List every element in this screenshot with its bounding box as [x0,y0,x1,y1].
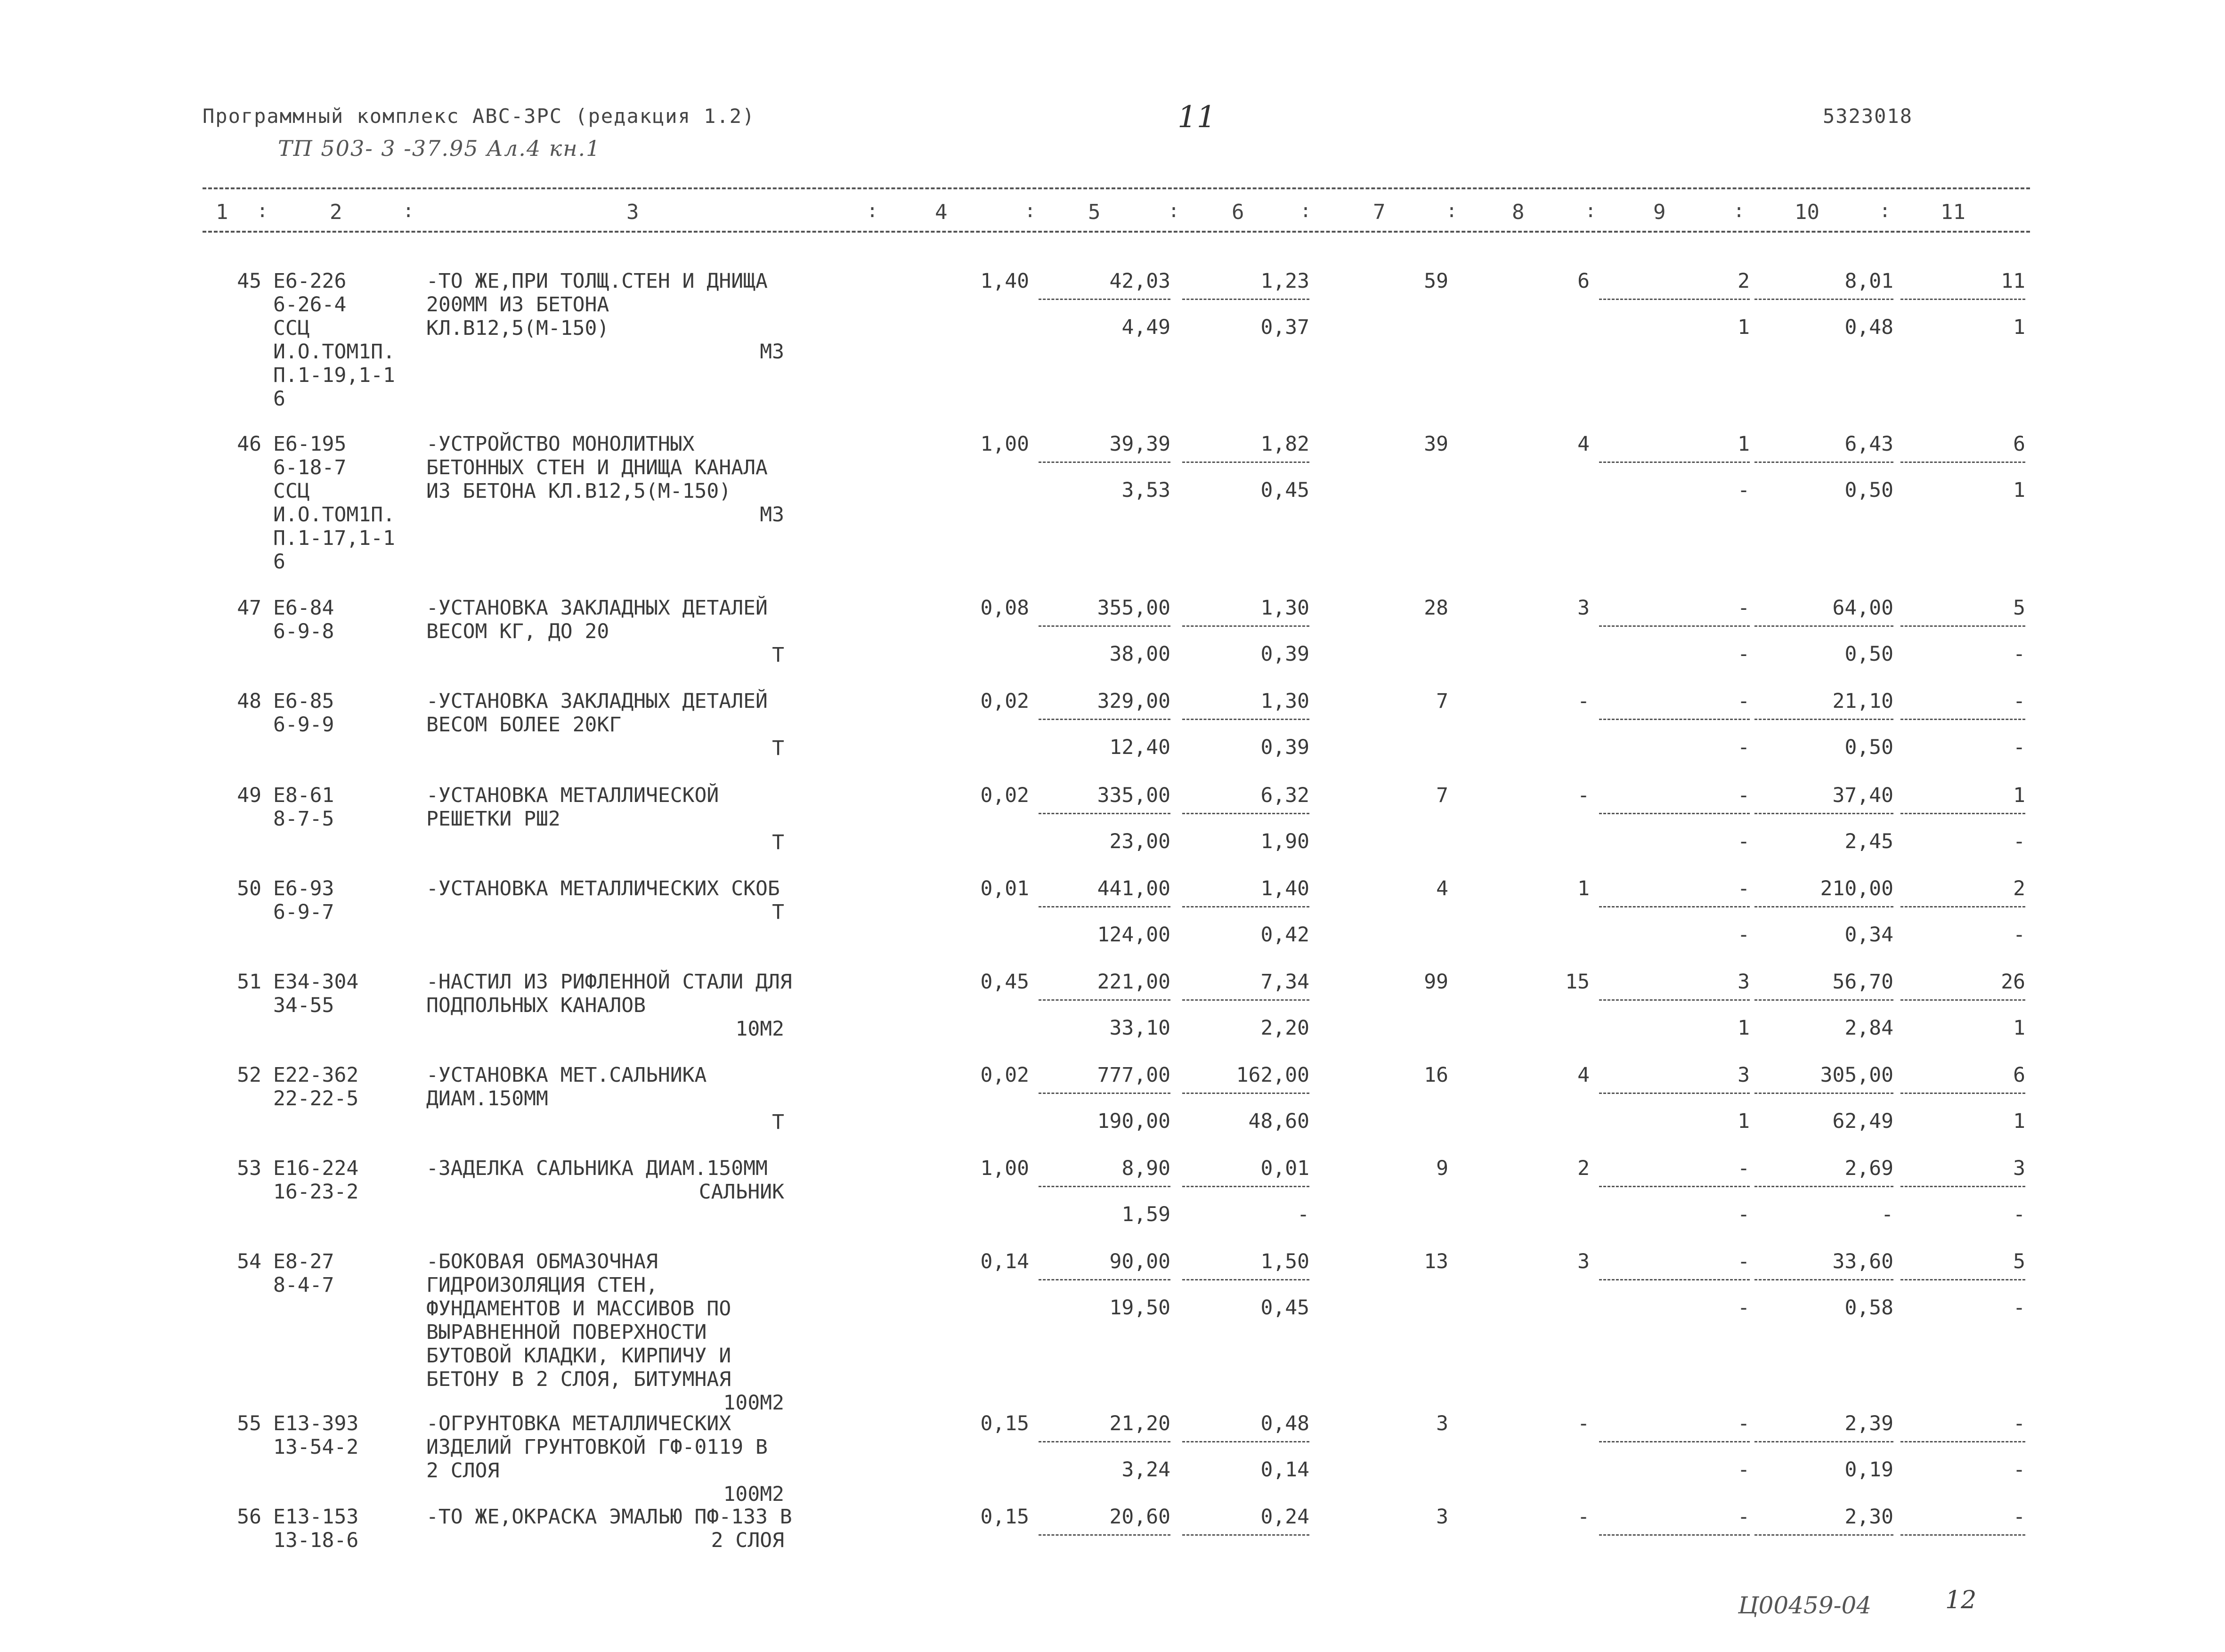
total-cost: 39 [1424,432,1448,456]
unit-cost-operator-wages: 0,39 [1260,736,1309,759]
unit-of-measure: Т [772,643,784,667]
labor-operator-total: - [2013,830,2025,853]
rate-code: Е8-27 8-4-7 [273,1250,334,1297]
rate-code: Е6-85 6-9-9 [273,689,334,737]
col-header-10: 10 [1795,200,1819,224]
fraction-divider [1599,999,1750,1001]
unit-cost-machines: 1,30 [1260,689,1309,713]
unit-cost-wages: 12,40 [1109,736,1170,759]
fraction-divider [1754,462,1893,463]
unit-of-measure: МЗ [760,340,784,364]
work-description: -ОГРУНТОВКА МЕТАЛЛИЧЕСКИХ ИЗДЕЛИЙ ГРУНТОВКОЙ ГФ-0119 В 2 СЛОЯ [426,1412,768,1482]
col-separator: : [1300,200,1312,222]
total-cost: 16 [1424,1063,1448,1087]
labor-operator-unit: 0,34 [1844,923,1893,947]
row-number: 50 [237,877,261,900]
fraction-divider [1754,1186,1893,1187]
fraction-divider [1039,625,1170,627]
col-separator: : [1733,200,1745,222]
fraction-divider [1039,462,1170,463]
fraction-divider [1754,1534,1893,1536]
labor-operator-unit: 0,58 [1844,1296,1893,1320]
fraction-divider [1182,906,1309,907]
quantity: 0,14 [980,1250,1029,1273]
unit-cost-total: 39,39 [1109,432,1170,456]
col-separator: : [867,200,878,222]
fraction-divider [1900,813,2025,814]
total-wages: 6 [1577,269,1590,293]
labor-unit: 210,00 [1820,877,1893,900]
rate-code: Е6-93 6-9-7 [273,877,334,924]
unit-cost-machines: 1,50 [1260,1250,1309,1273]
work-description: -УСТАНОВКА ЗАКЛАДНЫХ ДЕТАЛЕЙ ВЕСОМ БОЛЕЕ 20КГ [426,689,768,737]
total-machines: 2 [1738,269,1750,293]
col-header-1: 1 [216,200,228,224]
col-header-8: 8 [1512,200,1525,224]
col-separator: : [1446,200,1458,222]
work-description: -НАСТИЛ ИЗ РИФЛЕННОЙ СТАЛИ ДЛЯ ПОДПОЛЬНЫХ КАНАЛОВ [426,970,792,1017]
unit-cost-wages: 124,00 [1097,923,1170,947]
unit-cost-operator-wages: 48,60 [1248,1109,1309,1133]
fraction-divider [1599,1093,1750,1094]
total-operator-wages: - [1738,923,1750,947]
fraction-divider [1754,1279,1893,1280]
fraction-divider [1599,906,1750,907]
unit-cost-operator-wages: 0,42 [1260,923,1309,947]
row-number: 52 [237,1063,261,1087]
total-cost: 99 [1424,970,1448,994]
unit-of-measure: Т [772,1110,784,1134]
col-header-7: 7 [1373,200,1386,224]
unit-cost-total: 355,00 [1097,596,1170,620]
fraction-divider [1900,299,2025,300]
unit-cost-operator-wages: 0,39 [1260,642,1309,666]
total-wages: 1 [1577,877,1590,900]
unit-of-measure: 100М2 [723,1482,784,1506]
quantity: 0,02 [980,689,1029,713]
unit-of-measure: Т [772,900,784,924]
fraction-divider [1754,1441,1893,1442]
unit-cost-total: 90,00 [1109,1250,1170,1273]
labor-total: 11 [2001,269,2025,293]
labor-total: 5 [2013,596,2025,620]
rate-code: Е13-153 13-18-6 [273,1505,359,1552]
total-cost: 3 [1436,1505,1448,1529]
col-header-5: 5 [1088,200,1101,224]
fraction-divider [1754,719,1893,720]
total-operator-wages: - [1738,830,1750,853]
labor-unit: 64,00 [1832,596,1893,620]
total-machines: - [1738,1505,1750,1529]
labor-operator-unit: 0,50 [1844,478,1893,502]
total-machines: - [1738,784,1750,807]
quantity: 0,02 [980,1063,1029,1087]
labor-unit: 8,01 [1844,269,1893,293]
total-cost: 7 [1436,784,1448,807]
fraction-divider [1599,719,1750,720]
col-separator: : [257,200,268,222]
fraction-divider [1900,1186,2025,1187]
labor-unit: 2,39 [1844,1412,1893,1435]
rate-code: Е22-362 22-22-5 [273,1063,359,1110]
unit-cost-wages: 23,00 [1109,830,1170,853]
labor-total: - [2013,1412,2025,1435]
unit-cost-machines: 7,34 [1260,970,1309,994]
total-machines: - [1738,1250,1750,1273]
fraction-divider [1900,719,2025,720]
row-number: 49 [237,784,261,807]
labor-operator-total: - [2013,1296,2025,1320]
rate-code: Е8-61 8-7-5 [273,784,334,831]
fraction-divider [1039,719,1170,720]
labor-operator-unit: 0,19 [1844,1458,1893,1482]
fraction-divider [1039,813,1170,814]
rate-code: Е6-195 6-18-7 ССЦ И.О.ТОМ1П. П.1-17,1-1 6 [273,432,395,574]
labor-operator-total: - [2013,736,2025,759]
unit-of-measure: 100М2 [723,1391,784,1415]
total-operator-wages: - [1738,642,1750,666]
fraction-divider [1039,1534,1170,1536]
total-operator-wages: - [1738,736,1750,759]
row-number: 46 [237,432,261,456]
fraction-divider [1039,999,1170,1001]
unit-cost-total: 441,00 [1097,877,1170,900]
program-title: Программный комплекс АВС-3РС (редакция 1.2) [203,105,755,128]
labor-operator-unit: - [1881,1203,1893,1226]
labor-operator-unit: 2,84 [1844,1016,1893,1040]
labor-total: - [2013,689,2025,713]
work-description: -БОКОВАЯ ОБМАЗОЧНАЯ ГИДРОИЗОЛЯЦИЯ СТЕН, ФУНДАМЕНТОВ И МАССИВОВ ПО ВЫРАВНЕННОЙ ПОВЕРХНОСТИ БУТОВОЙ КЛАДКИ, КИРПИЧУ И БЕТОНУ В 2 СЛОЯ, БИТУМНАЯ [426,1250,731,1391]
col-header-6: 6 [1232,200,1244,224]
unit-cost-total: 335,00 [1097,784,1170,807]
fraction-divider [1599,625,1750,627]
fraction-divider [1182,999,1309,1001]
total-machines: - [1738,1157,1750,1180]
fraction-divider [1599,462,1750,463]
fraction-divider [1182,1279,1309,1280]
labor-operator-unit: 0,48 [1844,316,1893,339]
fraction-divider [1900,1441,2025,1442]
quantity: 0,02 [980,784,1029,807]
fraction-divider [1182,462,1309,463]
col-separator: : [1879,200,1891,222]
total-cost: 7 [1436,689,1448,713]
labor-operator-total: 1 [2013,1109,2025,1133]
unit-cost-total: 777,00 [1097,1063,1170,1087]
fraction-divider [1900,625,2025,627]
labor-operator-total: 1 [2013,316,2025,339]
labor-operator-total: - [2013,923,2025,947]
total-cost: 4 [1436,877,1448,900]
quantity: 0,45 [980,970,1029,994]
fraction-divider [1182,625,1309,627]
col-header-2: 2 [330,200,342,224]
work-description: -ЗАДЕЛКА САЛЬНИКА ДИАМ.150ММ [426,1157,768,1180]
labor-unit: 37,40 [1832,784,1893,807]
fraction-divider [1039,299,1170,300]
unit-cost-machines: 0,01 [1260,1157,1309,1180]
total-operator-wages: 1 [1738,1109,1750,1133]
labor-operator-unit: 2,45 [1844,830,1893,853]
row-number: 47 [237,596,261,620]
unit-cost-wages: 33,10 [1109,1016,1170,1040]
col-separator: : [1168,200,1180,222]
fraction-divider [1182,299,1309,300]
fraction-divider [1900,906,2025,907]
unit-cost-operator-wages: 1,90 [1260,830,1309,853]
col-separator: : [1585,200,1597,222]
labor-total: 5 [2013,1250,2025,1273]
work-description: -УСТАНОВКА МЕТАЛЛИЧЕСКИХ СКОБ [426,877,780,900]
total-wages: - [1577,1412,1590,1435]
unit-cost-machines: 1,30 [1260,596,1309,620]
total-wages: 4 [1577,1063,1590,1087]
labor-total: - [2013,1505,2025,1529]
unit-cost-machines: 0,48 [1260,1412,1309,1435]
unit-cost-wages: 1,59 [1121,1203,1170,1226]
fraction-divider [1599,1534,1750,1536]
row-number: 51 [237,970,261,994]
unit-cost-wages: 4,49 [1121,316,1170,339]
unit-cost-machines: 1,40 [1260,877,1309,900]
total-wages: 3 [1577,1250,1590,1273]
fraction-divider [1900,1279,2025,1280]
total-cost: 9 [1436,1157,1448,1180]
fraction-divider [1900,999,2025,1001]
quantity: 0,01 [980,877,1029,900]
fraction-divider [1599,299,1750,300]
fraction-divider [1754,625,1893,627]
col-header-3: 3 [626,200,639,224]
unit-cost-wages: 3,24 [1121,1458,1170,1482]
total-operator-wages: 1 [1738,1016,1750,1040]
total-cost: 3 [1436,1412,1448,1435]
row-number: 56 [237,1505,261,1529]
col-separator: : [403,200,414,222]
unit-cost-machines: 1,82 [1260,432,1309,456]
unit-cost-machines: 0,24 [1260,1505,1309,1529]
page-number: 11 [1177,100,1216,135]
labor-operator-total: 1 [2013,1016,2025,1040]
unit-cost-machines: 162,00 [1236,1063,1309,1087]
total-machines: - [1738,1412,1750,1435]
fraction-divider [1182,1441,1309,1442]
fraction-divider [1039,1441,1170,1442]
unit-cost-machines: 6,32 [1260,784,1309,807]
unit-of-measure: Т [772,831,784,854]
fraction-divider [1599,1186,1750,1187]
quantity: 0,08 [980,596,1029,620]
total-cost: 59 [1424,269,1448,293]
labor-total: 3 [2013,1157,2025,1180]
fraction-divider [1754,813,1893,814]
unit-cost-wages: 190,00 [1097,1109,1170,1133]
fraction-divider [1039,1093,1170,1094]
fraction-divider [1754,999,1893,1001]
rate-code: Е16-224 16-23-2 [273,1157,359,1204]
quantity: 0,15 [980,1412,1029,1435]
work-description: -ТО ЖЕ,ОКРАСКА ЭМАЛЬЮ ПФ-133 В [426,1505,792,1529]
labor-unit: 56,70 [1832,970,1893,994]
labor-unit: 33,60 [1832,1250,1893,1273]
total-machines: 1 [1738,432,1750,456]
col-separator: : [1024,200,1036,222]
total-machines: - [1738,596,1750,620]
work-description: -УСТАНОВКА МЕТАЛЛИЧЕСКОЙ РЕШЕТКИ РШ2 [426,784,719,831]
labor-operator-unit: 0,50 [1844,736,1893,759]
quantity: 1,40 [980,269,1029,293]
labor-unit: 305,00 [1820,1063,1893,1087]
unit-cost-operator-wages: 0,45 [1260,478,1309,502]
total-cost: 13 [1424,1250,1448,1273]
unit-of-measure: МЗ [760,503,784,526]
fraction-divider [1182,1186,1309,1187]
total-wages: 2 [1577,1157,1590,1180]
col-header-4: 4 [935,200,948,224]
total-machines: - [1738,877,1750,900]
fraction-divider [1182,1093,1309,1094]
row-number: 45 [237,269,261,293]
fraction-divider [1039,906,1170,907]
labor-unit: 21,10 [1832,689,1893,713]
document-code: 5323018 [1823,105,1913,128]
labor-unit: 2,30 [1844,1505,1893,1529]
handwritten-reference: ТП 503- 3 -37.95 Ал.4 кн.1 [278,136,601,161]
labor-total: 6 [2013,1063,2025,1087]
unit-of-measure: 10М2 [735,1017,784,1041]
fraction-divider [1900,1534,2025,1536]
unit-cost-operator-wages: 0,37 [1260,316,1309,339]
fraction-divider [1754,299,1893,300]
row-number: 53 [237,1157,261,1180]
labor-unit: 6,43 [1844,432,1893,456]
unit-cost-operator-wages: - [1297,1203,1309,1226]
fraction-divider [1182,813,1309,814]
total-cost: 28 [1424,596,1448,620]
fraction-divider [1754,1093,1893,1094]
fraction-divider [1039,1279,1170,1280]
total-wages: 3 [1577,596,1590,620]
total-operator-wages: - [1738,1296,1750,1320]
labor-operator-unit: 62,49 [1832,1109,1893,1133]
handwritten-footer-code: Ц00459-04 [1738,1592,1872,1619]
rate-code: Е34-304 34-55 [273,970,359,1017]
total-machines: 3 [1738,1063,1750,1087]
fraction-divider [1182,1534,1309,1536]
row-number: 55 [237,1412,261,1435]
unit-of-measure: Т [772,737,784,760]
rate-code: Е6-226 6-26-4 ССЦ И.О.ТОМ1П. П.1-19,1-1 6 [273,269,395,411]
total-operator-wages: - [1738,1458,1750,1482]
fraction-divider [1900,1093,2025,1094]
labor-operator-total: - [2013,1458,2025,1482]
work-description: -УСТРОЙСТВО МОНОЛИТНЫХ БЕТОННЫХ СТЕН И ДНИЩА КАНАЛА ИЗ БЕТОНА КЛ.В12,5(М-150) [426,432,768,503]
total-machines: - [1738,689,1750,713]
labor-total: 1 [2013,784,2025,807]
unit-cost-operator-wages: 2,20 [1260,1016,1309,1040]
handwritten-footer-page: 12 [1945,1586,1977,1614]
unit-cost-wages: 3,53 [1121,478,1170,502]
row-number: 54 [237,1250,261,1273]
labor-operator-total: - [2013,642,2025,666]
work-description: -УСТАНОВКА МЕТ.САЛЬНИКА ДИАМ.150ММ [426,1063,707,1110]
col-header-11: 11 [1941,200,1965,224]
total-wages: - [1577,689,1590,713]
labor-total: 2 [2013,877,2025,900]
unit-cost-total: 8,90 [1121,1157,1170,1180]
unit-cost-wages: 38,00 [1109,642,1170,666]
quantity: 0,15 [980,1505,1029,1529]
unit-cost-machines: 1,23 [1260,269,1309,293]
unit-of-measure: САЛЬНИК [698,1180,784,1204]
total-machines: 3 [1738,970,1750,994]
total-wages: - [1577,784,1590,807]
total-wages: - [1577,1505,1590,1529]
fraction-divider [1599,1279,1750,1280]
work-description: -ТО ЖЕ,ПРИ ТОЛЩ.СТЕН И ДНИЩА 200ММ ИЗ БЕТОНА КЛ.В12,5(М-150) [426,269,768,340]
unit-cost-total: 42,03 [1109,269,1170,293]
rate-code: Е6-84 6-9-8 [273,596,334,643]
fraction-divider [1599,813,1750,814]
labor-operator-total: 1 [2013,478,2025,502]
fraction-divider [1900,462,2025,463]
unit-cost-total: 20,60 [1109,1505,1170,1529]
labor-operator-unit: 0,50 [1844,642,1893,666]
labor-operator-total: - [2013,1203,2025,1226]
total-wages: 4 [1577,432,1590,456]
unit-cost-total: 221,00 [1097,970,1170,994]
rate-code: Е13-393 13-54-2 [273,1412,359,1459]
unit-cost-operator-wages: 0,45 [1260,1296,1309,1320]
total-wages: 15 [1565,970,1590,994]
work-description: -УСТАНОВКА ЗАКЛАДНЫХ ДЕТАЛЕЙ ВЕСОМ КГ, ДО 20 [426,596,768,643]
col-header-9: 9 [1653,200,1666,224]
labor-unit: 2,69 [1844,1157,1893,1180]
fraction-divider [1599,1441,1750,1442]
fraction-divider [1754,906,1893,907]
unit-cost-total: 21,20 [1109,1412,1170,1435]
quantity: 1,00 [980,432,1029,456]
fraction-divider [1182,719,1309,720]
unit-cost-operator-wages: 0,14 [1260,1458,1309,1482]
quantity: 1,00 [980,1157,1029,1180]
row-number: 48 [237,689,261,713]
total-operator-wages: - [1738,1203,1750,1226]
unit-cost-wages: 19,50 [1109,1296,1170,1320]
total-operator-wages: - [1738,478,1750,502]
fraction-divider [1039,1186,1170,1187]
labor-total: 26 [2001,970,2025,994]
total-operator-wages: 1 [1738,316,1750,339]
unit-cost-total: 329,00 [1097,689,1170,713]
unit-of-measure: 2 СЛОЯ [711,1529,784,1552]
labor-total: 6 [2013,432,2025,456]
